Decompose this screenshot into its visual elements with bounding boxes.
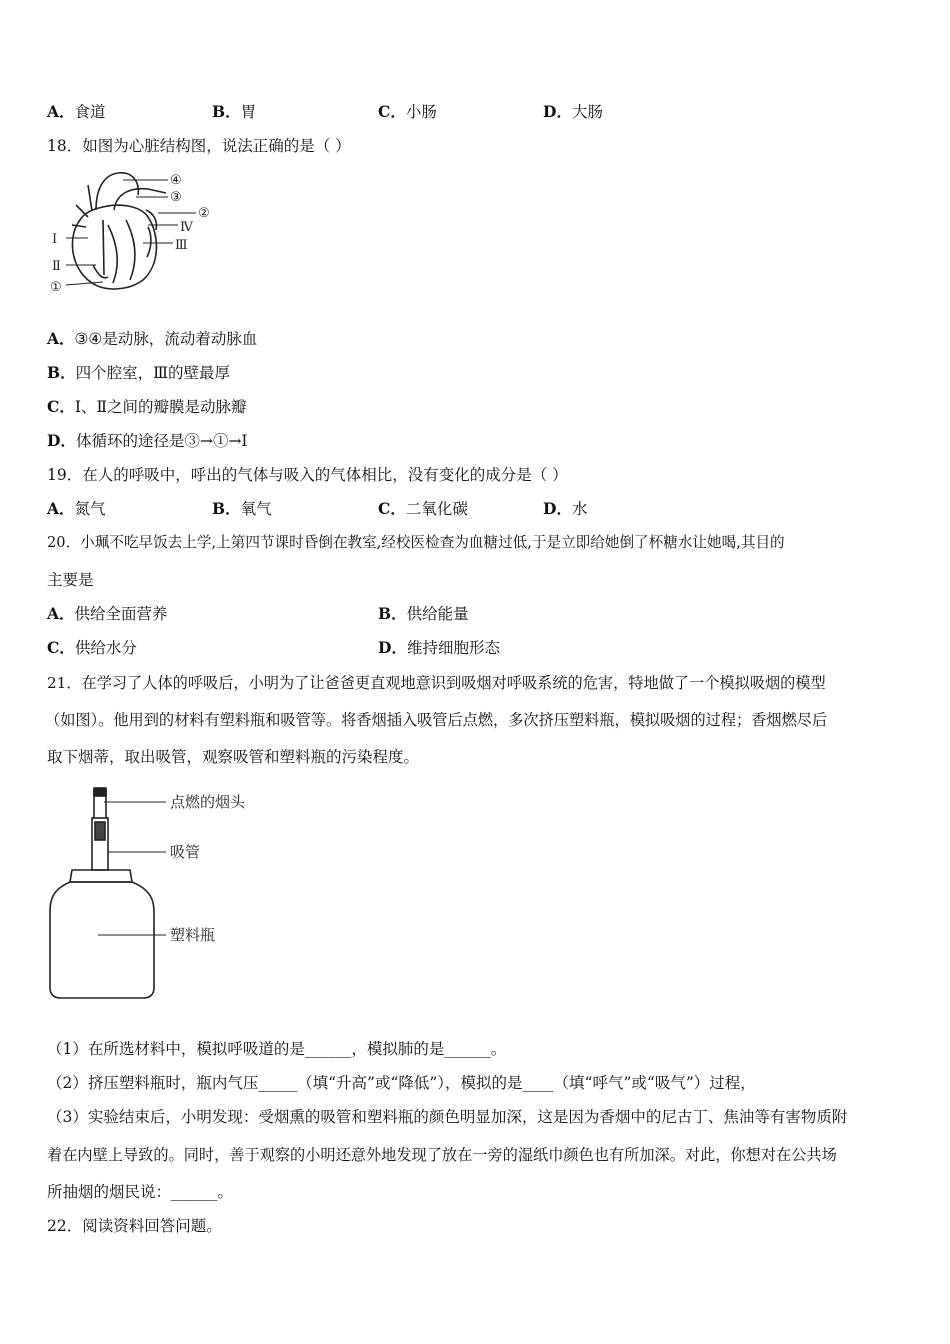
bottle-body xyxy=(50,882,154,998)
q21-stem-line3: 取下烟蒂，取出吸管，观察吸管和塑料瓶的污染程度。 xyxy=(47,748,420,766)
cigarette-tip xyxy=(94,788,106,796)
q19-option-c: C．二氧化碳 xyxy=(378,499,468,518)
q17-option-c: C．小肠 xyxy=(378,102,437,121)
heart-diagram xyxy=(48,165,218,300)
q19-option-d: D．水 xyxy=(543,499,588,518)
q19-stem: 19．在人的呼吸中，呼出的气体与吸入的气体相比，没有变化的成分是（ ） xyxy=(47,466,568,484)
q20-option-b: B．供给能量 xyxy=(378,604,469,623)
pulmonary-artery xyxy=(114,189,166,210)
bottle-cap xyxy=(70,870,132,882)
label-ii: Ⅱ xyxy=(52,259,61,274)
q21-sub3-line1: （3）实验结束后，小明发现：受烟熏的吸管和塑料瓶的颜色明显加深，这是因为香烟中的尼古丁、焦油等有害物质附 xyxy=(47,1108,848,1126)
label-3: ③ xyxy=(170,190,182,205)
label-1: ① xyxy=(50,280,62,295)
q22-stem: 22．阅读资料回答问题。 xyxy=(47,1217,222,1235)
q21-sub1: （1）在所选材料中，模拟呼吸道的是______，模拟肺的是______。 xyxy=(47,1040,507,1058)
q21-stem-line2: （如图）。他用到的材料有塑料瓶和吸管等。将香烟插入吸管后点燃，多次挤压塑料瓶，模拟吸烟的过程；香烟燃尽后 xyxy=(45,711,828,729)
q21-sub2: （2）挤压塑料瓶时，瓶内气压_____（填“升高”或“降低”），模拟的是____（填“呼气”或“吸气”）过程， xyxy=(47,1074,756,1092)
q20-option-d: D．维持细胞形态 xyxy=(378,638,500,657)
q17-option-b: B．胃 xyxy=(212,102,257,121)
q19-option-b: B．氧气 xyxy=(212,499,272,518)
q17-option-a: A．食道 xyxy=(47,102,106,121)
label-straw: 吸管 xyxy=(170,843,201,861)
q18-option-c: C．Ⅰ、Ⅱ之间的瓣膜是动脉瓣 xyxy=(47,397,247,416)
q19-option-a: A．氮气 xyxy=(47,499,106,518)
q20-stem-line1: 20．小珮不吃早饭去上学,上第四节课时昏倒在教室,经校医检查为血糖过低,于是立即给她倒了杯糖水让她喝,其目的 xyxy=(47,534,785,551)
q18-option-a: A．③④是动脉，流动着动脉血 xyxy=(47,329,258,348)
q20-option-a: A．供给全面营养 xyxy=(47,604,168,623)
label-iii: Ⅲ xyxy=(175,238,188,253)
q18-option-b: B．四个腔室，Ⅲ的壁最厚 xyxy=(47,363,231,382)
q21-sub3-line2: 着在内壁上导致的。同时，善于观察的小明还意外地发现了放在一旁的湿纸巾颜色也有所加深。对此，你想对在公共场 xyxy=(47,1146,837,1164)
label-iv: Ⅳ xyxy=(180,220,193,235)
q21-stem-line1: 21．在学习了人体的呼吸后，小明为了让爸爸更直观地意识到吸烟对呼吸系统的危害，特地做了一个模拟吸烟的模型 xyxy=(47,674,826,692)
q20-option-c: C．供给水分 xyxy=(47,638,137,657)
label-2: ② xyxy=(198,206,210,221)
label-bottle: 塑料瓶 xyxy=(170,926,216,944)
q21-sub3-line3: 所抽烟的烟民说：______。 xyxy=(47,1183,234,1201)
q20-stem-line2: 主要是 xyxy=(47,571,94,589)
q18-stem: 18．如图为心脏结构图，说法正确的是（ ） xyxy=(47,137,351,155)
label-cigarette: 点燃的烟头 xyxy=(170,793,246,811)
smoking-model-diagram xyxy=(46,782,266,1007)
q18-option-d: D．体循环的途径是③→①→Ⅰ xyxy=(47,431,248,450)
label-4: ④ xyxy=(170,173,182,188)
label-i: Ⅰ xyxy=(52,232,58,247)
q17-option-d: D．大肠 xyxy=(543,102,603,121)
